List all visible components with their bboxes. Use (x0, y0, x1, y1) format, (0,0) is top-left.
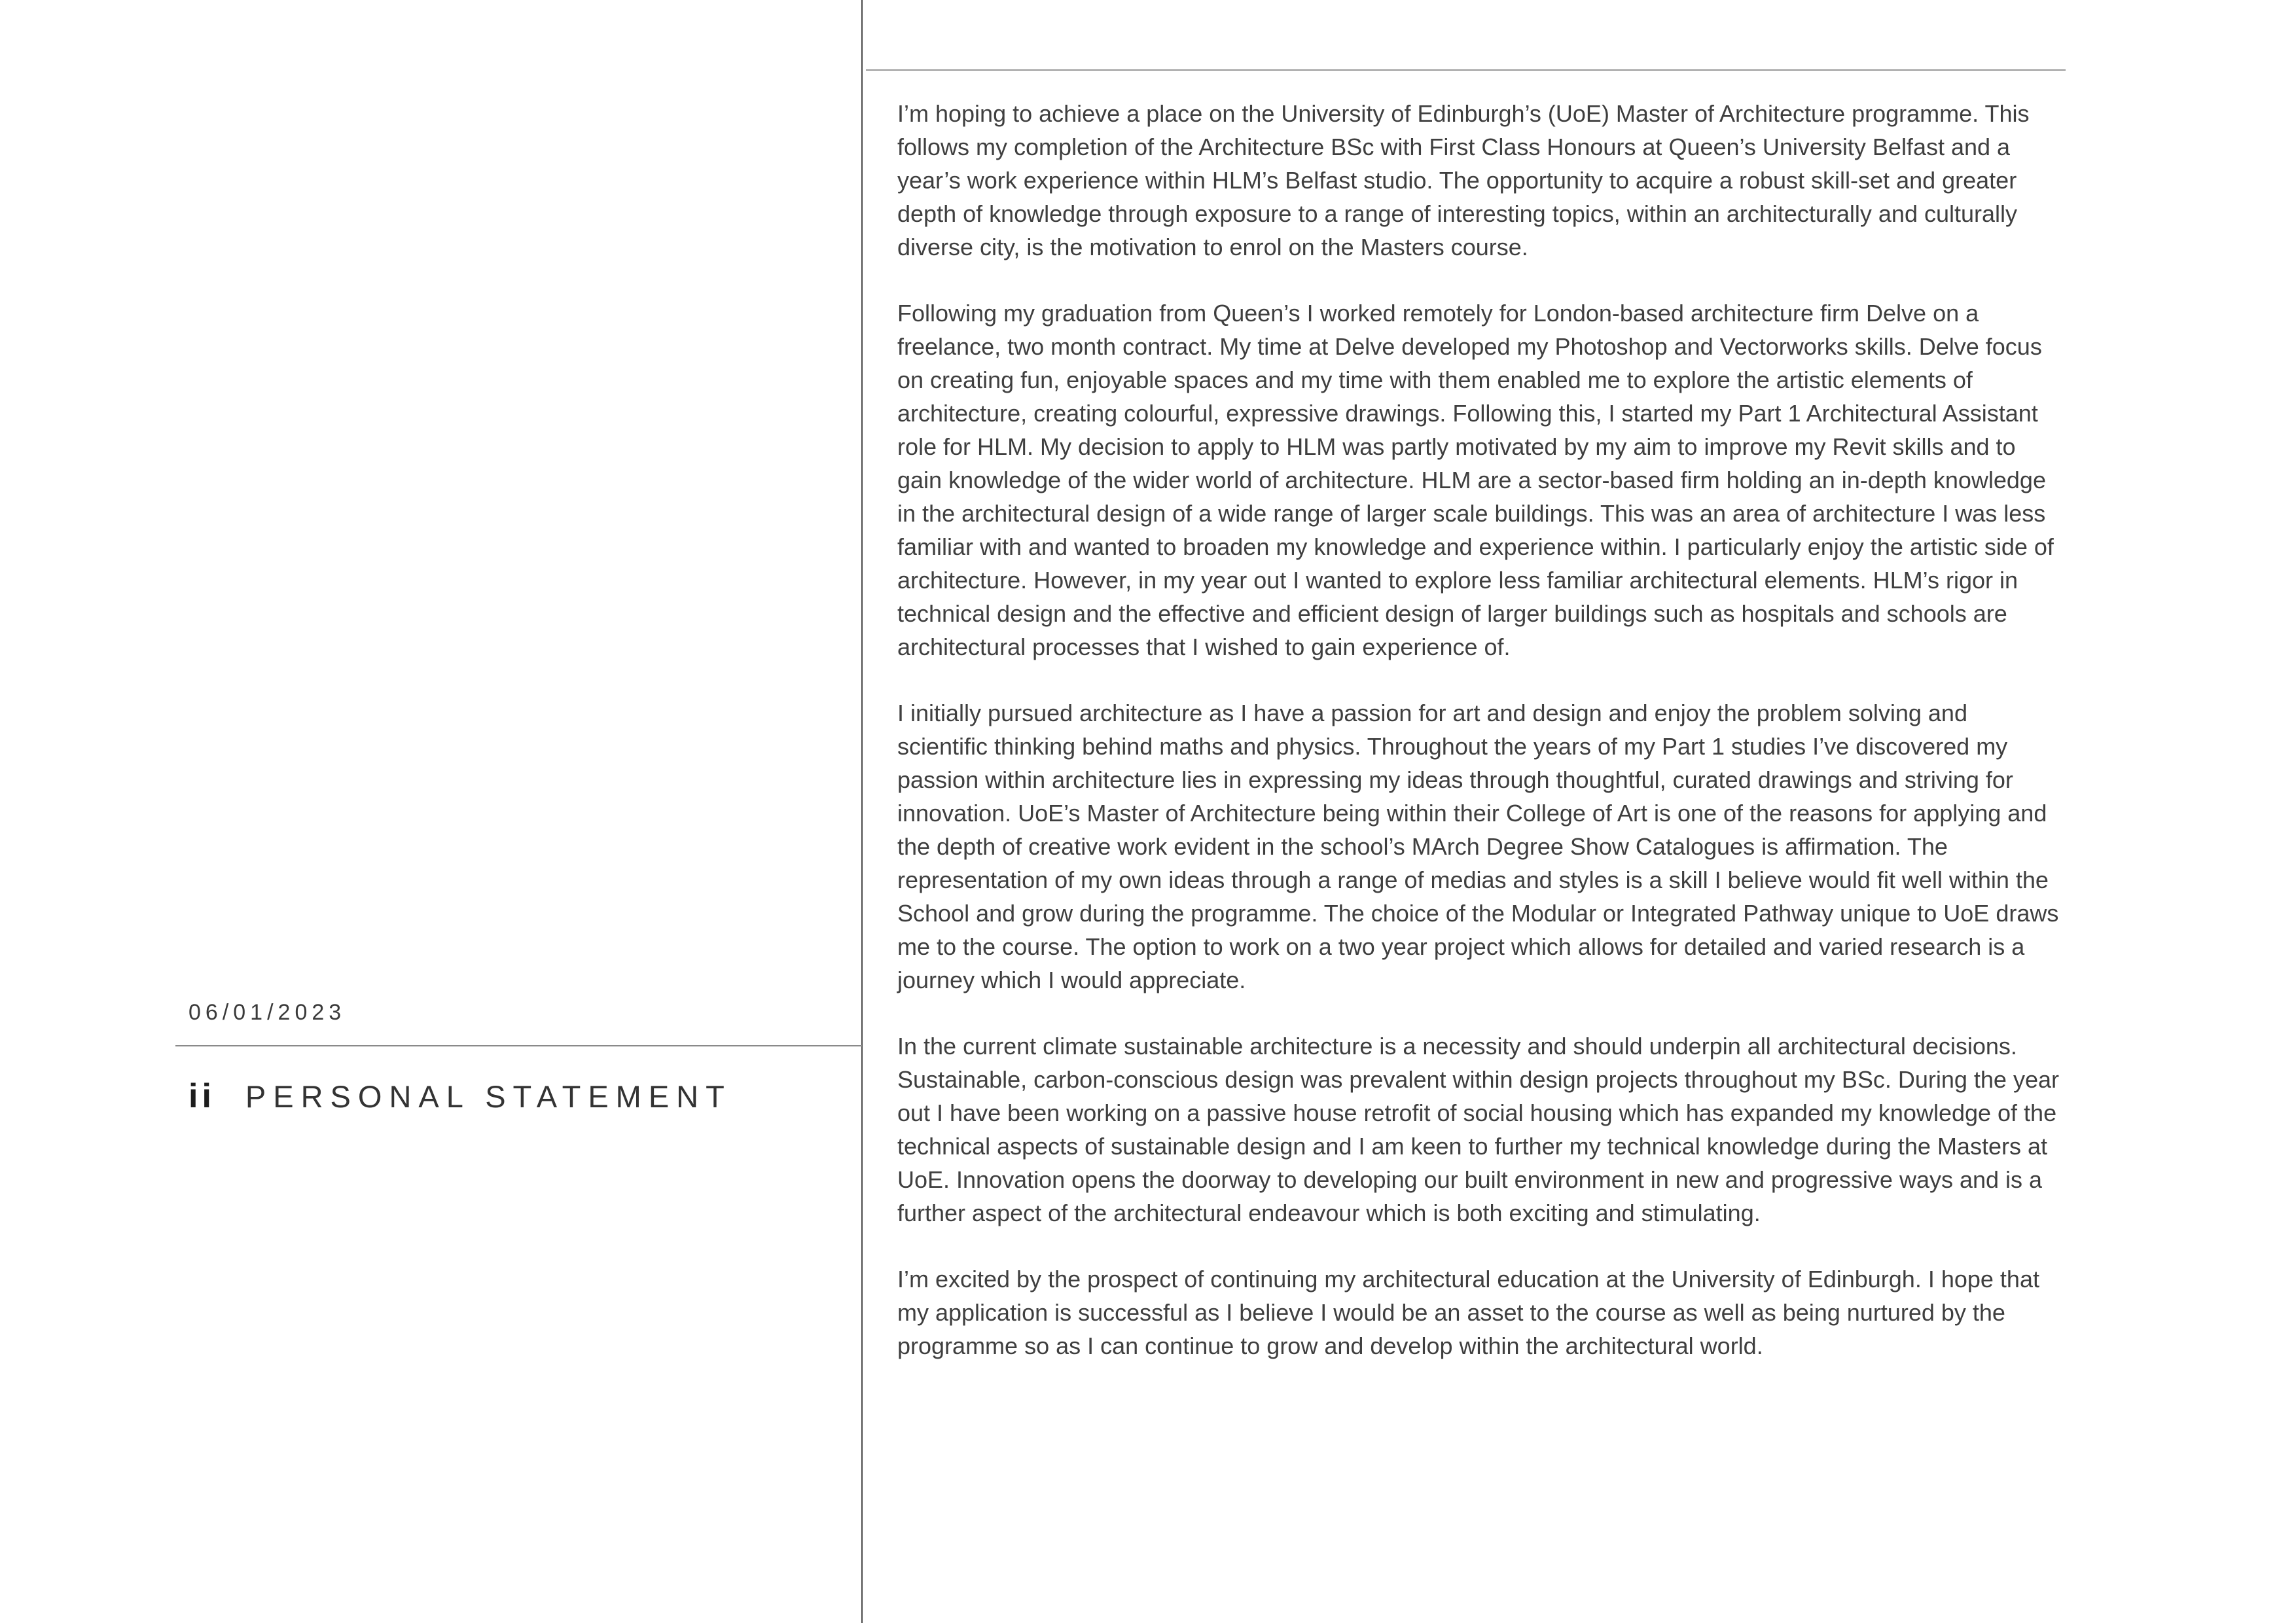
page-title: PERSONAL STATEMENT (245, 1079, 732, 1114)
logo-ii-icon: ii (188, 1077, 215, 1115)
document-date: 06/01/2023 (188, 1000, 346, 1025)
vertical-divider-line (861, 0, 863, 1623)
top-horizontal-rule (866, 69, 2066, 71)
heading-row (188, 1077, 862, 1116)
heading-horizontal-rule (175, 1045, 862, 1046)
statement-paragraph: I’m excited by the prospect of continuing my architectural education at the University of Edinburgh. I hope that my application is successful as I believe I would be an asset to the course as well as being nurtured by the programme so as I can continue to grow and develop within the architectural world. (897, 1266, 2039, 1359)
sidebar-heading-block (175, 1000, 862, 1116)
statement-paragraph: Following my graduation from Queen’s I worked remotely for London-based architecture firm Delve on a freelance, two month contract. My time at Delve developed my Photoshop and Vectorworks skills. Delve focus on creating fun, enjoyable spaces and my time with them enabled me to explore the artistic elements of architecture, creating colourful, expressive drawings. Following this, I started my Part 1 Architectural Assistant role for HLM. My decision to apply to HLM was partly motivated by my aim to improve my Revit skills and to gain knowledge of the wider world of architecture. HLM are a sector-based firm holding an in-depth knowledge in the architectural design of a wide range of larger scale buildings. This was an area of architecture I was less familiar with and wanted to broaden my knowledge and experience within. I particularly enjoy the artistic side of architecture. However, in my year out I wanted to explore less familiar architectural elements. HLM’s rigor in technical design and the effective and efficient design of larger buildings such as hospitals and schools are architectural processes that I wished to gain experience of. (897, 300, 2054, 660)
statement-paragraph: I initially pursued architecture as I have a passion for art and design and enjoy the problem solving and scientific thinking behind maths and physics. Throughout the years of my Part 1 studies I’ve discovered my passion within architecture lies in expressing my ideas through thoughtful, curated drawings and striving for innovation. UoE’s Master of Architecture being within their College of Art is one of the reasons for applying and the depth of creative work evident in the school’s MArch Degree Show Catalogues is affirmation. The representation of my own ideas through a range of medias and styles is a skill I believe would fit well within the School and grow during the programme. The choice of the Modular or Integrated Pathway unique to UoE draws me to the course. The option to work on a two year project which allows for detailed and varied research is a journey which I would appreciate. (897, 700, 2059, 993)
statement-paragraph: I’m hoping to achieve a place on the University of Edinburgh’s (UoE) Master of Architecture programme. This follows my completion of the Architecture BSc with First Class Honours at Queen’s University Belfast and a year’s work experience within HLM’s Belfast studio. The opportunity to acquire a robust skill-set and greater depth of knowledge through exposure to a range of interesting topics, within an architecturally and culturally diverse city, is the motivation to enrol on the Masters course. (897, 100, 2030, 260)
statement-body (897, 97, 2060, 1363)
statement-paragraph: In the current climate sustainable architecture is a necessity and should underpin all architectural decisions. Sustainable, carbon-conscious design was prevalent within design projects throughout my BSc. During the year out I have been working on a passive house retrofit of social housing which has expanded my knowledge of the technical aspects of sustainable design and I am keen to further my technical knowledge during the Masters at UoE. Innovation opens the doorway to developing our built environment in new and progressive ways and is a further aspect of the architectural endeavour which is both exciting and stimulating. (897, 1033, 2059, 1226)
